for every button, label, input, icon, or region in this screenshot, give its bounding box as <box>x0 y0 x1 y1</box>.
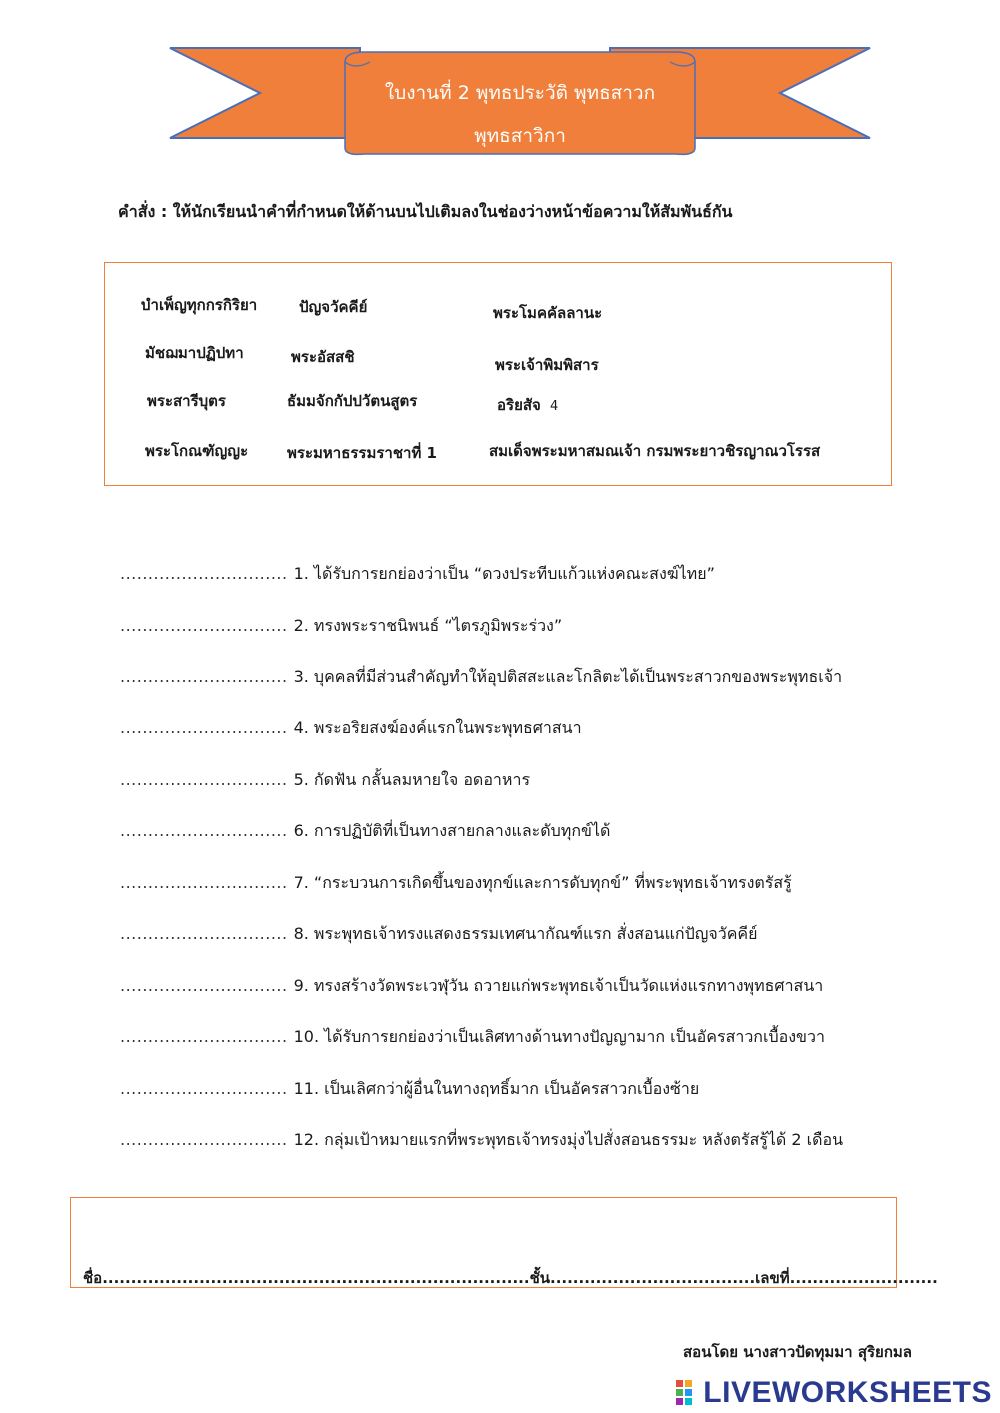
word-bank-box <box>104 262 892 486</box>
word-bank-item[interactable]: พระโกณฑัญญะ <box>145 442 249 460</box>
question-text: 3. บุคคลที่มีส่วนสำคัญทำให้อุปติสสะและโกลิตะได้เป็นพระสาวกของพระพุทธเจ้า <box>293 667 843 686</box>
number-field[interactable]: .......................... <box>789 1269 938 1287</box>
question-row <box>120 768 530 793</box>
number-label: เลขที่ <box>755 1269 790 1287</box>
word-bank-item[interactable]: บำเพ็ญทุกกรกิริยา <box>141 296 258 314</box>
question-row <box>120 871 792 896</box>
name-field[interactable]: ........................................................................... <box>102 1269 530 1287</box>
liveworksheets-wordmark: LIVEWORKSHEETS <box>703 1376 992 1409</box>
question-row <box>120 665 842 690</box>
question-row <box>120 716 582 741</box>
question-text: 7. “กระบวนการเกิดขึ้นของทุกข์และการดับทุกข์” ที่พระพุทธเจ้าทรงตรัสรู้ <box>293 873 792 892</box>
student-info-line <box>83 1266 938 1290</box>
class-field[interactable]: .................................... <box>550 1269 756 1287</box>
word-bank-item[interactable]: พระโมคคัลลานะ <box>493 304 603 322</box>
question-row <box>120 1128 843 1153</box>
word-bank-item[interactable]: มัชฌมาปฏิปทา <box>145 344 244 362</box>
question-text: 1. ได้รับการยกย่องว่าเป็น “ดวงประทีบแก้วแห่งคณะสงฆ์ไทย” <box>293 564 715 583</box>
word-bank-item[interactable]: พระอัสสชิ <box>291 348 355 366</box>
worksheet-title-line1: ใบงานที่ 2 พุทธประวัติ พุทธสาวก <box>384 82 656 104</box>
question-text: 4. พระอริยสงฆ์องค์แรกในพระพุทธศาสนา <box>293 718 582 737</box>
word-bank-item[interactable]: พระมหาธรรมราชาที่ 1 <box>287 444 437 462</box>
answer-blank[interactable]: .............................. <box>120 770 288 789</box>
instruction-text: คำสั่ง : ให้นักเรียนนำคำที่กำหนดให้ด้านบนไปเติมลงในช่องว่างหน้าข้อความให้สัมพันธ์กัน <box>118 202 733 221</box>
student-info-box <box>70 1197 938 1288</box>
question-text: 2. ทรงพระราชนิพนธ์ “ไตรภูมิพระร่วง” <box>293 616 563 635</box>
answer-blank[interactable]: .............................. <box>120 1027 288 1046</box>
question-text: 11. เป็นเลิศกว่าผู้อื่นในทางฤทธิ์มาก เป็นอัครสาวกเบื้องซ้าย <box>293 1079 700 1098</box>
question-row <box>120 974 823 999</box>
class-label: ชั้น <box>529 1269 551 1287</box>
question-text: 5. กัดฟัน กลั้นลมหายใจ อดอาหาร <box>293 770 531 789</box>
question-row <box>120 614 562 639</box>
question-row <box>120 922 758 947</box>
question-text: 9. ทรงสร้างวัดพระเวฬุวัน ถวายแก่พระพุทธเจ้าเป็นวัดแห่งแรกทางพุทธศาสนา <box>293 976 824 995</box>
answer-blank[interactable]: .............................. <box>120 976 288 995</box>
question-row <box>120 819 610 844</box>
answer-blank[interactable]: .............................. <box>120 667 288 686</box>
answer-blank[interactable]: .............................. <box>120 821 288 840</box>
answer-blank[interactable]: .............................. <box>120 718 288 737</box>
answer-blank[interactable]: .............................. <box>120 924 288 943</box>
question-text: 10. ได้รับการยกย่องว่าเป็นเลิศทางด้านทางปัญญามาก เป็นอัครสาวกเบื้องขวา <box>293 1027 825 1046</box>
answer-blank[interactable]: .............................. <box>120 1130 288 1149</box>
question-row <box>120 1025 825 1050</box>
teacher-credit: สอนโดย นางสาวปัดทุมมา สุริยกมล <box>683 1343 912 1361</box>
word-bank-item: อริยสัจ <box>497 396 541 414</box>
liveworksheets-logo-icon <box>675 1379 701 1407</box>
question-row <box>120 562 715 587</box>
word-bank-item[interactable]: สมเด็จพระมหาสมณเจ้า กรมพระยาวชิรญาณวโรรส <box>489 442 821 460</box>
word-bank-item[interactable]: ธัมมจักกัปปวัตนสูตร <box>287 392 418 410</box>
question-text: 12. กลุ่มเป้าหมายแรกที่พระพุทธเจ้าทรงมุ่งไปสั่งสอนธรรมะ หลังตรัสรู้ได้ 2 เดือน <box>293 1130 844 1149</box>
answer-blank[interactable]: .............................. <box>120 873 288 892</box>
answer-blank[interactable]: .............................. <box>120 564 288 583</box>
name-label: ชื่อ <box>83 1269 103 1287</box>
word-bank-item[interactable]: ปัญจวัคคีย์ <box>299 298 368 316</box>
answer-blank[interactable]: .............................. <box>120 616 288 635</box>
worksheet-title-line2: พุทธสาวิกา <box>474 125 566 147</box>
word-bank-item-wrapper[interactable] <box>497 393 558 417</box>
question-text: 8. พระพุทธเจ้าทรงแสดงธรรมเทศนากัณฑ์แรก สั่งสอนแก่ปัญจวัคคีย์ <box>293 924 758 943</box>
word-bank-item[interactable]: พระเจ้าพิมพิสาร <box>495 356 599 374</box>
question-text: 6. การปฏิบัติที่เป็นทางสายกลางและดับทุกข์ได้ <box>293 821 611 840</box>
banner-left-tail <box>170 48 360 138</box>
word-bank-item[interactable]: พระสารีบุตร <box>147 392 226 410</box>
word-bank-item-number: 4 <box>550 399 559 414</box>
answer-blank[interactable]: .............................. <box>120 1079 288 1098</box>
question-row <box>120 1077 699 1102</box>
liveworksheets-logo <box>675 1376 992 1410</box>
